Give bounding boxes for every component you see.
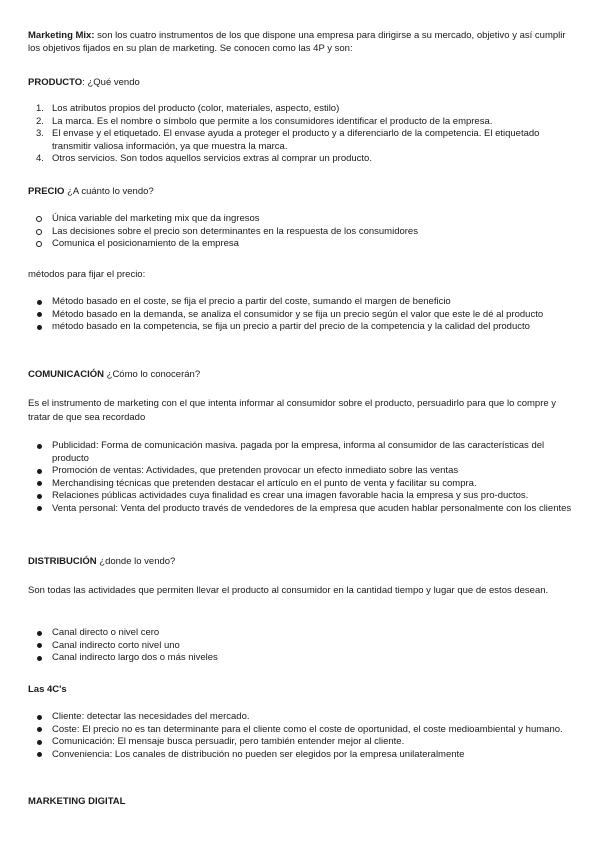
item-number: 2. xyxy=(36,115,44,127)
distribucion-heading: DISTRIBUCIÓN xyxy=(28,556,97,567)
list-item xyxy=(28,296,573,309)
list-item-text: Canal indirecto corto nivel uno xyxy=(52,639,180,651)
comunicacion-heading: COMUNICACIÓN xyxy=(28,369,104,380)
precio-methods-list xyxy=(28,296,573,334)
bullet-icon xyxy=(37,325,42,330)
bullet-icon xyxy=(37,469,42,474)
distribucion-list xyxy=(28,627,573,665)
producto-heading: PRODUCTO xyxy=(28,77,83,88)
list-item xyxy=(28,627,573,640)
bullet-icon xyxy=(37,312,42,317)
marketing-digital-heading: MARKETING DIGITAL xyxy=(28,796,126,807)
precio-heading-line xyxy=(28,186,573,199)
list-item xyxy=(28,736,573,749)
list-item-text: Otros servicios. Son todos aquellos servicios extras al comprar un producto. xyxy=(52,153,372,165)
list-item xyxy=(28,321,573,334)
list-item-text: Coste: El precio no es tan determinante para el cliente como el coste de oportunidad, el coste medioambiental y humano. xyxy=(52,723,563,735)
list-item-text: La marca. Es el nombre o símbolo que permite a los consumidores identificar el producto de la empresa. xyxy=(52,115,493,127)
list-item-text: Método basado en la demanda, se analiza el consumidor y se fija un precio según el valor que este le dé al producto xyxy=(52,308,544,320)
bullet-icon xyxy=(37,752,42,757)
list-item-text: método basado en la competencia, se fija un precio a partir del precio de la competencia y la calidad del producto xyxy=(52,321,530,333)
cuatro-c-heading: Las 4C's xyxy=(28,684,67,695)
bullet-icon xyxy=(37,656,42,661)
list-item xyxy=(28,238,573,251)
list-item xyxy=(28,749,573,762)
distribucion-heading-line xyxy=(28,556,573,569)
item-number: 4. xyxy=(36,153,44,165)
bullet-icon xyxy=(37,481,42,486)
list-item xyxy=(28,465,573,478)
bullet-icon xyxy=(37,631,42,636)
list-item xyxy=(28,652,573,665)
list-item xyxy=(28,309,573,322)
list-item xyxy=(28,640,573,653)
item-number: 3. xyxy=(36,128,44,140)
intro-term: Marketing Mix: xyxy=(28,30,95,41)
list-item xyxy=(28,440,573,465)
list-item-text: Método basado en el coste, se fija el precio a partir del coste, sumando el margen de beneficio xyxy=(52,296,451,307)
list-item-text: Canal indirecto largo dos o más niveles xyxy=(52,652,218,664)
list-item xyxy=(28,711,573,724)
intro-paragraph xyxy=(28,30,573,55)
list-item xyxy=(28,226,573,239)
list-item-text: Comunicación: El mensaje busca persuadir, pero también entender mejor al cliente. xyxy=(52,736,405,748)
list-item xyxy=(28,478,573,491)
distribucion-question: ¿donde lo vendo? xyxy=(96,556,176,567)
producto-heading-line xyxy=(28,77,573,90)
item-number: 1. xyxy=(36,103,44,114)
list-item-text: Cliente: detectar las necesidades del mercado. xyxy=(52,711,250,722)
list-item-text: El envase y el etiquetado. El envase ayuda a proteger el producto y a diferenciarlo de la competencia. El etiquetado transmitir valiosa información, ya que muestra la marca. xyxy=(52,128,540,152)
precio-heading: PRECIO xyxy=(28,186,65,197)
list-item xyxy=(28,153,573,166)
precio-list xyxy=(28,213,573,251)
comunicacion-heading-line xyxy=(28,369,573,382)
bullet-icon xyxy=(37,715,42,720)
list-item-text: Las decisiones sobre el precio son determinantes en la respuesta de los consumidores xyxy=(52,225,418,237)
distribucion-text: Son todas las actividades que permiten llevar el producto al consumidor en la cantidad tiempo y lugar que de estos desean. xyxy=(28,585,549,596)
bullet-icon xyxy=(37,727,42,732)
list-item xyxy=(28,490,573,503)
list-item xyxy=(28,213,573,226)
list-item-text: Comunica el posicionamiento de la empresa xyxy=(52,238,239,250)
list-item-text: Conveniencia: Los canales de distribución no pueden ser elegidos por la empresa unilateralmente xyxy=(52,748,465,760)
producto-list xyxy=(28,103,573,166)
list-item xyxy=(28,724,573,737)
list-item-text: Publicidad: Forma de comunicación masiva. pagada por la empresa, informa al consumidor de las características del producto xyxy=(52,440,545,464)
marketing-digital-heading-line xyxy=(28,796,573,809)
list-item-text: Única variable del marketing mix que da ingresos xyxy=(52,213,260,224)
circle-bullet-icon xyxy=(36,229,42,235)
bullet-icon xyxy=(37,643,42,648)
bullet-icon xyxy=(37,740,42,745)
precio-methods-label: métodos para fijar el precio: xyxy=(28,269,146,280)
bullet-icon xyxy=(37,494,42,499)
list-item-text: Los atributos propios del producto (color, materiales, aspecto, estilo) xyxy=(52,103,340,114)
list-item xyxy=(28,103,573,116)
bullet-icon xyxy=(37,506,42,511)
circle-bullet-icon xyxy=(36,241,42,247)
precio-question: ¿A cuánto lo vendo? xyxy=(64,186,154,197)
comunicacion-list xyxy=(28,440,573,516)
list-item xyxy=(28,503,573,516)
list-item xyxy=(28,128,573,153)
cuatro-c-heading-line xyxy=(28,684,573,697)
list-item-text: Relaciones públicas actividades cuya finalidad es crear una imagen favorable hacia la empresa y sus pro-ductos. xyxy=(52,490,529,502)
list-item xyxy=(28,116,573,129)
list-item-text: Canal directo o nivel cero xyxy=(52,627,160,638)
list-item-text: Venta personal: Venta del producto través de vendedores de la empresa que acuden hablar personalmente con los clientes xyxy=(52,502,572,514)
list-item-text: Merchandising técnicas que pretenden destacar el artículo en el punto de venta y facilitar su compra. xyxy=(52,477,477,489)
comunicacion-text: Es el instrumento de marketing con el que intenta informar al consumidor sobre el producto, persuadirlo para que lo compre y tratar de que sea recordado xyxy=(28,398,557,423)
cuatro-c-list xyxy=(28,711,573,761)
producto-question: : ¿Qué vendo xyxy=(82,77,140,88)
list-item-text: Promoción de ventas: Actividades, que pretenden provocar un efecto inmediato sobre las ventas xyxy=(52,465,459,477)
bullet-icon xyxy=(37,444,42,449)
bullet-icon xyxy=(37,300,42,305)
intro-text: son los cuatro instrumentos de los que dispone una empresa para dirigirse a su mercado, objetivo y así cumplir los objetivos fijados en su plan de marketing. Se conocen como las 4P y son: xyxy=(28,30,566,54)
comunicacion-question: ¿Cómo lo conocerán? xyxy=(104,369,201,380)
circle-bullet-icon xyxy=(36,216,42,222)
